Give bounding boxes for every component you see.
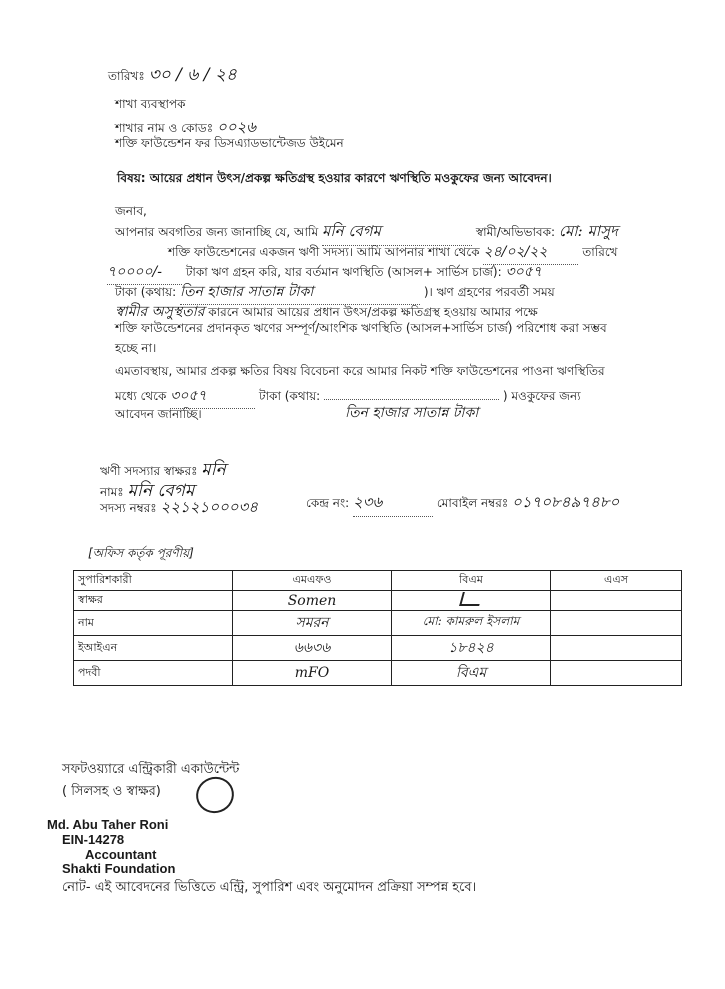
member-number: ২২১২১০০০৩৪ <box>160 498 258 516</box>
table-header: সুপারিশকারী <box>74 571 233 591</box>
loan-date: ২৪/০২/২২ <box>483 240 578 265</box>
branch-label: শাখার নাম ও কোডঃ <box>115 121 214 135</box>
bm-signature <box>392 591 551 611</box>
body-text: আপনার অবগতির জন্য জানাচ্ছি যে, আমি <box>115 225 319 239</box>
loan-amount: ৭০০০০/- <box>107 260 182 285</box>
waive-amount: ৩০৫৭ <box>170 384 255 409</box>
subject: বিষয়: আয়ের প্রধান উৎস/প্রকল্প ক্ষতিগ্রস্থ হওয়ার কারণে ঋণস্থিতি মওকুফের জন্য আবেদন। <box>117 171 552 185</box>
software-entry-label: সফটওয়্যারে এন্ট্রিকারী একাউন্টেন্ট <box>62 762 240 777</box>
stamp-name: Md. Abu Taher Roni <box>47 817 169 832</box>
mfo-name: সমরন <box>233 611 392 636</box>
blank-line <box>324 399 499 400</box>
body-text: তারিখে <box>582 245 618 259</box>
member-sign-label: ঋণী সদস্যার স্বাক্ষরঃ <box>100 464 198 478</box>
row-label: পদবী <box>74 661 233 686</box>
table-row <box>74 661 682 686</box>
member-name: মনি বেগম <box>127 481 195 501</box>
address-line-3: শক্তি ফাউন্ডেশন ফর ডিসএ্যাডভান্টেজড উইমেন <box>115 136 344 150</box>
center-row <box>306 491 619 517</box>
body-line-7: হচ্ছে না। <box>115 341 157 355</box>
member-signature: মনি <box>201 460 226 480</box>
balance-amount: ৩০৫৭ <box>505 264 542 280</box>
table-header: এমএফও <box>233 571 392 591</box>
member-name-label: নামঃ <box>100 485 124 499</box>
body-text: টাকা (কথায়: <box>115 285 177 299</box>
mfo-designation: mFO <box>233 661 392 686</box>
table-row <box>74 591 682 611</box>
recommendation-table <box>73 570 682 686</box>
table-row <box>74 611 682 636</box>
mobile-label: মোবাইল নম্বরঃ <box>436 496 509 510</box>
table-header: এএস <box>551 571 682 591</box>
date-row <box>108 62 237 90</box>
member-number-label: সদস্য নম্বরঃ <box>100 501 157 515</box>
body-line-10: আবেদন জানাচ্ছি। <box>115 407 202 421</box>
stamp-ein: EIN-14278 <box>62 832 125 847</box>
office-note: [অফিস কর্তৃক পূরণীয়] <box>88 546 194 560</box>
body-text: )। ঋণ গ্রহণের পরবর্তী সময় <box>423 285 555 299</box>
bm-ein: ১৮৪২৪ <box>392 636 551 661</box>
borrower-name: মনি বেগম <box>322 220 472 246</box>
body-line-8: এমতাবস্থায়, আমার প্রকল্প ক্ষতির বিষয় বিবেচনা করে আমার নিকট শক্তি ফাউন্ডেশনের পাওনা ঋণস্থিতির <box>115 364 605 378</box>
center-number: ২৩৬ <box>353 491 433 517</box>
center-label: কেন্দ্র নং: <box>306 496 350 510</box>
body-text: টাকা ঋণ গ্রহন করি, যার বর্তমান ঋণস্থিতি (আসল+ সার্ভিস চার্জ): <box>185 265 502 279</box>
body-text: কারনে আমার আয়ের প্রধান উৎস/প্রকল্প ক্ষতিগ্রস্থ হওয়ায় আমার পক্ষে <box>208 305 538 319</box>
table-header-row <box>74 571 682 591</box>
guardian-name: মো: মাসুদ <box>558 222 618 240</box>
row-label: নাম <box>74 611 233 636</box>
mobile-number: ০১৭০৮৪৯৭৪৮০ <box>512 493 620 511</box>
as-ein <box>551 636 682 661</box>
table-header: বিএম <box>392 571 551 591</box>
body-text: মধ্যে থেকে <box>115 389 167 403</box>
body-text: স্বামী/অভিভাবক: <box>475 225 556 239</box>
member-number-row <box>100 496 258 521</box>
body-line-6: শক্তি ফাউন্ডেশনের প্রদানকৃত ঋণের সম্পূর্ণ/আংশিক ঋণস্থিতি (আসল+সার্ভিস চার্জ) পরিশোধ করা সম্ভব <box>115 321 607 335</box>
branch-code: ০০২৬ <box>216 118 256 136</box>
salutation: জনাব, <box>115 204 147 218</box>
bm-designation: বিএম <box>392 661 551 686</box>
table-row <box>74 636 682 661</box>
mfo-ein: ৬৬৩৬ <box>233 636 392 661</box>
address-line-1: শাখা ব্যবস্থাপক <box>115 97 186 111</box>
stamp-org: Shakti Foundation <box>62 861 176 876</box>
date-value: ৩০ / ৬ / ২৪ <box>148 65 237 85</box>
balance-words: তিন হাজার সাতান্ন টাকা <box>180 280 420 305</box>
seal-signature-label: ( সিলসহ ও স্বাক্ষর) <box>62 784 161 799</box>
body-text: টাকা (কথায়: <box>259 389 321 403</box>
row-label: স্বাক্ষর <box>74 591 233 611</box>
footer-note: নোট- এই আবেদনের ভিত্তিতে এন্ট্রি, সুপারিশ এবং অনুমোদন প্রক্রিয়া সম্পন্ন হবে। <box>62 880 477 895</box>
row-label: ইআইএন <box>74 636 233 661</box>
as-signature <box>551 591 682 611</box>
reason: স্বামীর অসুস্থতার <box>115 304 205 320</box>
date-label: তারিখঃ <box>108 69 145 83</box>
as-name <box>551 611 682 636</box>
mfo-signature: Somen <box>233 591 392 611</box>
body-text: শক্তি ফাউন্ডেশনের একজন ঋণী সদস্য। আমি আপনার শাখা থেকে <box>168 245 480 259</box>
stamp-role: Accountant <box>85 847 157 862</box>
bm-name: মো: কামরুল ইসলাম <box>392 611 551 636</box>
as-designation <box>551 661 682 686</box>
body-text: ) মওকুফের জন্য <box>502 389 581 403</box>
waive-words: তিন হাজার সাতান্ন টাকা <box>345 405 479 421</box>
